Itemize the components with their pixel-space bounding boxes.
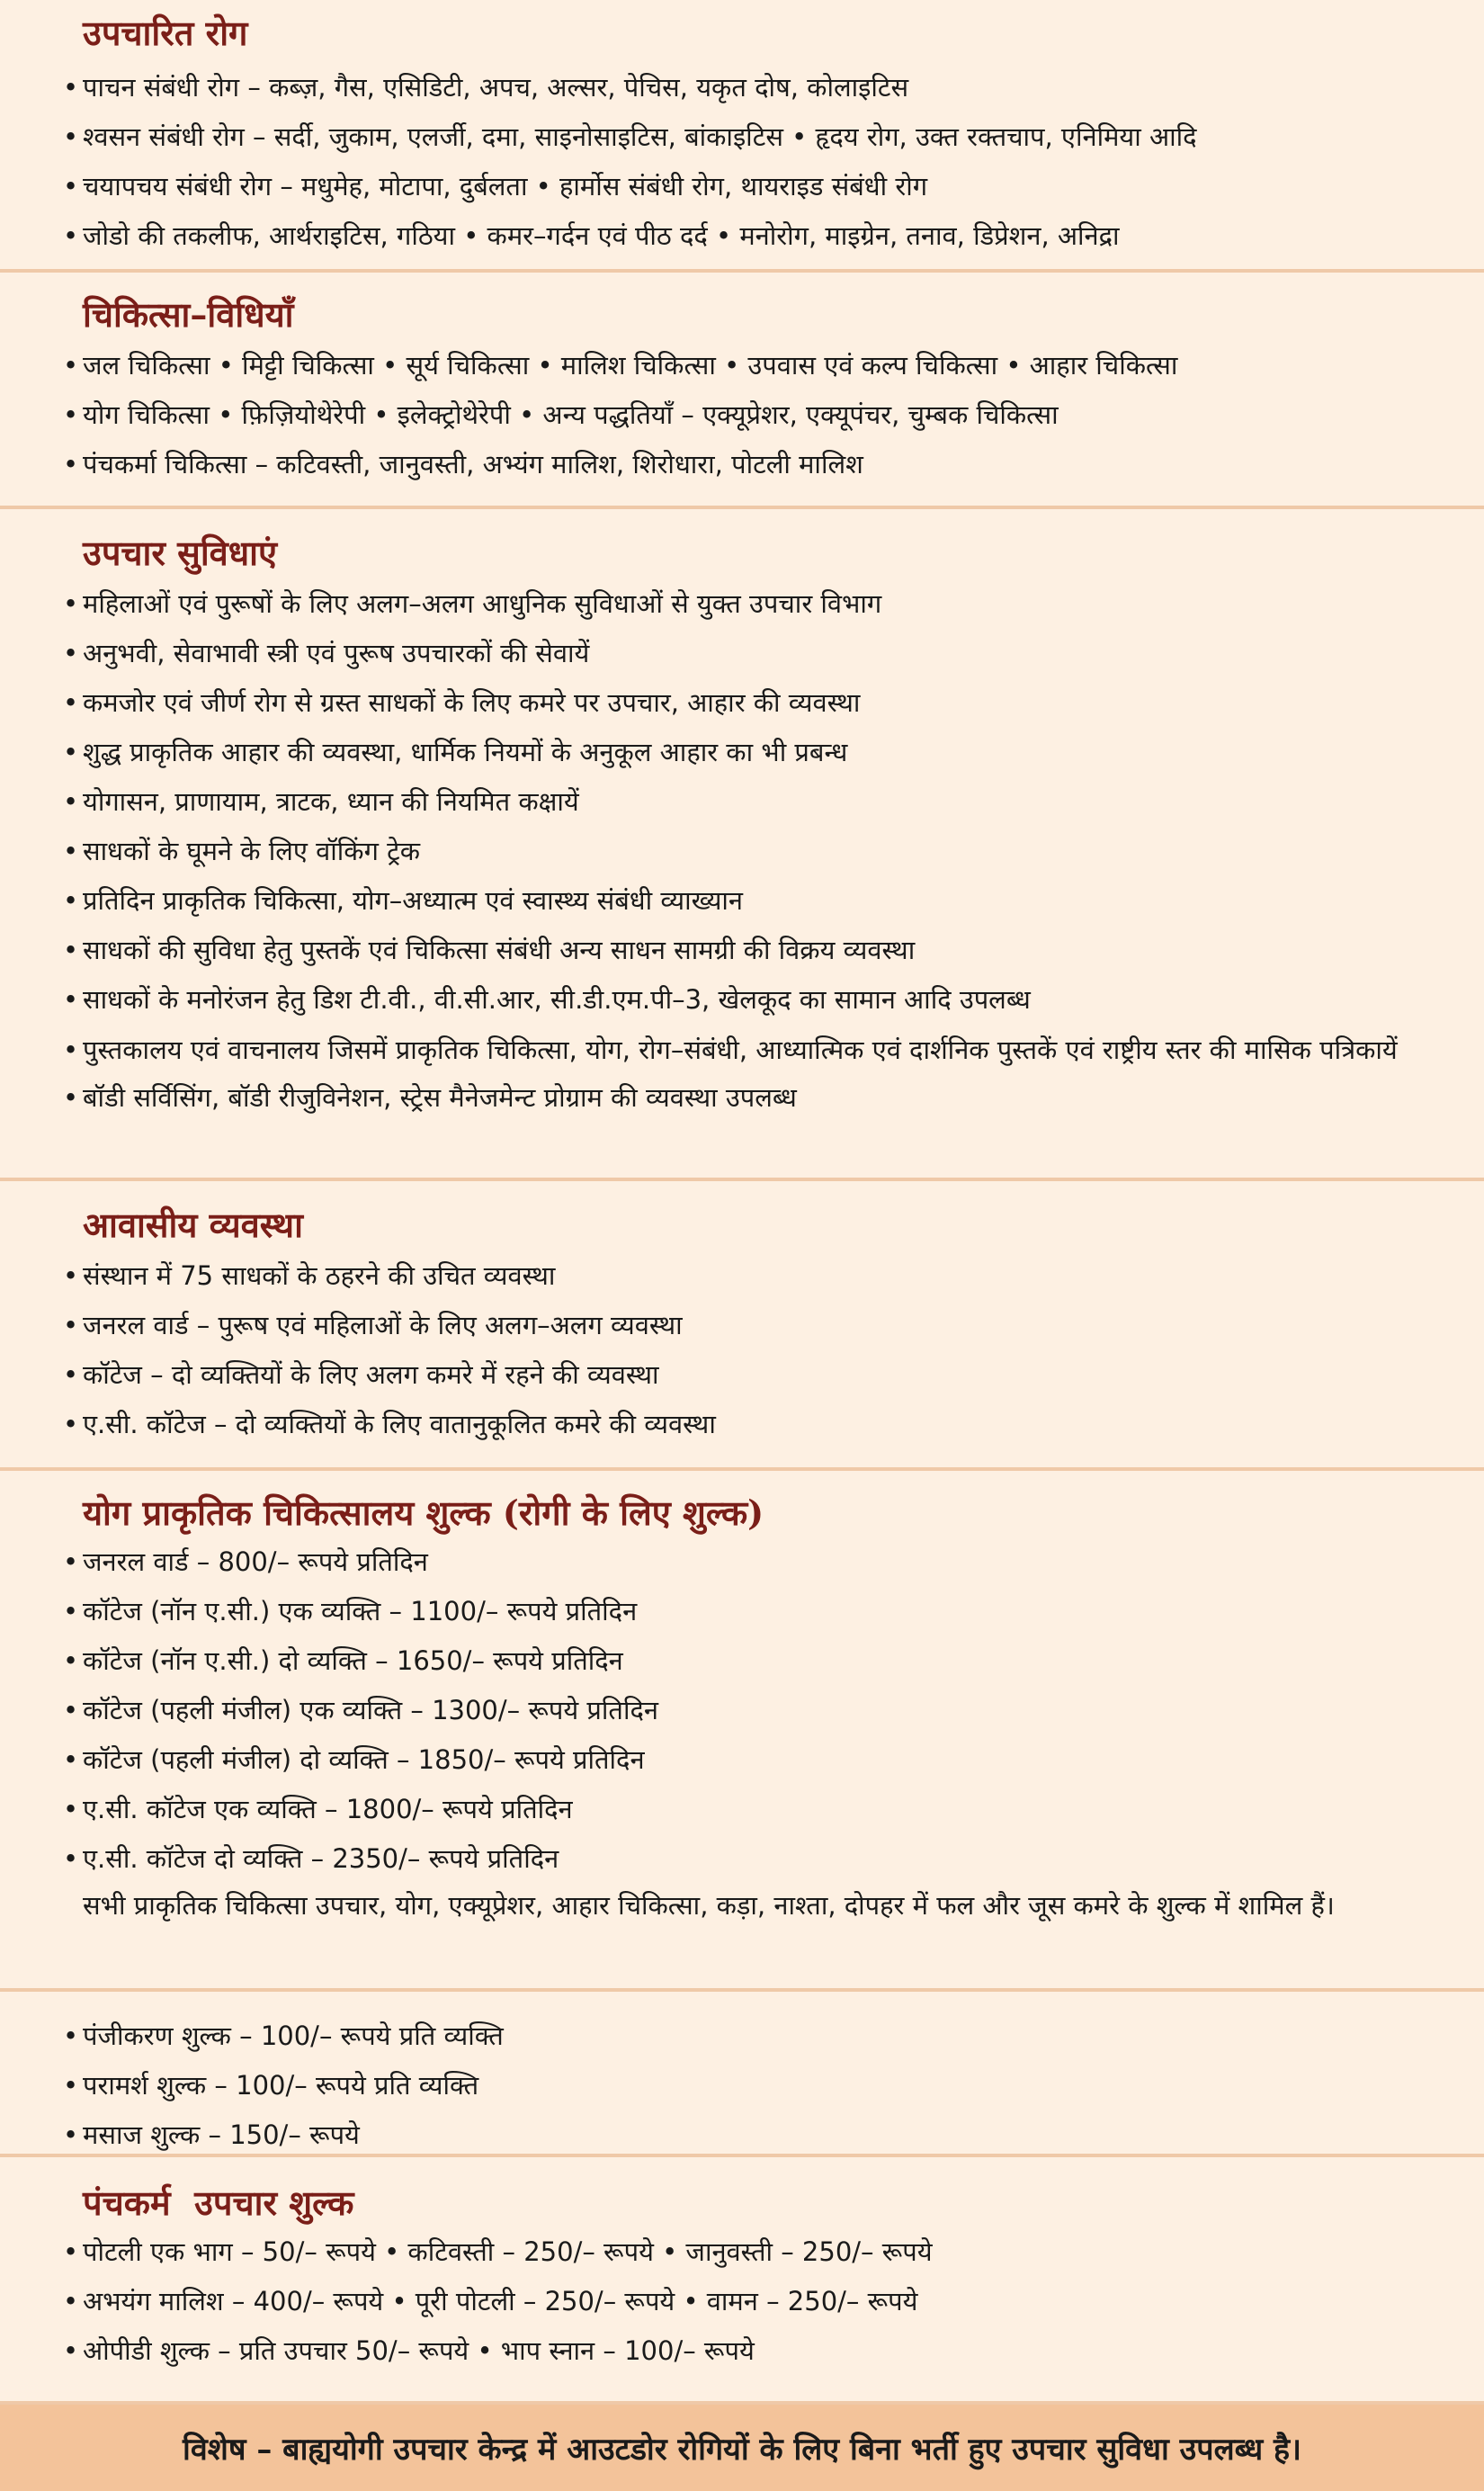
list-item: • श्वसन संबंधी रोग – सर्दी, जुकाम, एलर्जी, दमा, साइनोसाइटिस, बांकाइटिस • हृदय रोग, उक्त रक्तचाप, एनिमिया आदि bbox=[63, 121, 1197, 152]
list-item: • पंचकर्मा चिकित्सा – कटिवस्ती, जानुवस्ती, अभ्यंग मालिश, शिरोधारा, पोटली मालिश bbox=[63, 449, 863, 479]
special-notice-banner bbox=[0, 2405, 1484, 2491]
section-title: उपचार सुविधाएं bbox=[83, 533, 278, 573]
section-other-fees bbox=[0, 1992, 1484, 2157]
section-title: आवासीय व्यवस्था bbox=[83, 1205, 303, 1245]
list-item: • कॉटेज (पहली मंजील) एक व्यक्ति – 1300/– रूपये प्रतिदिन bbox=[63, 1695, 658, 1725]
list-item: • कमजोर एवं जीर्ण रोग से ग्रस्त साधकों के लिए कमरे पर उपचार, आहार की व्यवस्था bbox=[63, 687, 861, 718]
section-accommodation bbox=[0, 1181, 1484, 1471]
list-item: • पंजीकरण शुल्क – 100/– रूपये प्रति व्यक्ति bbox=[63, 2021, 504, 2051]
list-item: • संस्थान में 75 साधकों के ठहरने की उचित व्यवस्था bbox=[63, 1260, 556, 1291]
list-item: • साधकों के घूमने के लिए वॉकिंग ट्रेक bbox=[63, 836, 421, 866]
bullet-list bbox=[63, 2012, 1448, 2160]
list-item: • कॉटेज (नॉन ए.सी.) दो व्यक्ति – 1650/– रूपये प्रतिदिन bbox=[63, 1645, 623, 1676]
list-item: • पोटली एक भाग – 50/– रूपये • कटिवस्ती – 250/– रूपये • जानुवस्ती – 250/– रूपये bbox=[63, 2236, 933, 2267]
list-item: • कॉटेज (नॉन ए.सी.) एक व्यक्ति – 1100/– रूपये प्रतिदिन bbox=[63, 1596, 638, 1626]
list-item: • ओपीडी शुल्क – प्रति उपचार 50/– रूपये • भाप स्नान – 100/– रूपये bbox=[63, 2335, 755, 2366]
bullet-list bbox=[63, 341, 1448, 489]
list-item: • कॉटेज (पहली मंजील) दो व्यक्ति – 1850/– रूपये प्रतिदिन bbox=[63, 1744, 645, 1775]
bullet-list bbox=[63, 63, 1448, 261]
bullet-list bbox=[63, 1251, 1448, 1449]
list-item: • अनुभवी, सेवाभावी स्त्री एवं पुरूष उपचारकों की सेवायें bbox=[63, 638, 590, 668]
list-item: • शुद्ध प्राकृतिक आहार की व्यवस्था, धार्मिक नियमों के अनुकूल आहार का भी प्रबन्ध bbox=[63, 737, 848, 767]
section-panchakarma-fees bbox=[0, 2157, 1484, 2405]
special-notice-text: विशेष – बाह्ययोगी उपचार केन्द्र में आउटडोर रोगियों के लिए बिना भर्ती हुए उपचार सुविधा उपलब्ध है। bbox=[183, 2432, 1301, 2468]
section-title: चिकित्सा–विधियाँ bbox=[83, 294, 294, 335]
list-item: • ए.सी. कॉटेज एक व्यक्ति – 1800/– रूपये प्रतिदिन bbox=[63, 1794, 573, 1824]
section-title: पंचकर्म उपचार शुल्क bbox=[83, 2182, 354, 2223]
bullet-list bbox=[63, 1537, 1448, 1884]
list-item: • परामर्श शुल्क – 100/– रूपये प्रति व्यक्ति bbox=[63, 2070, 479, 2101]
section-treated-diseases bbox=[0, 0, 1484, 273]
list-item: • ए.सी. कॉटेज दो व्यक्ति – 2350/– रूपये प्रतिदिन bbox=[63, 1843, 559, 1874]
list-item: • महिलाओं एवं पुरूषों के लिए अलग–अलग आधुनिक सुविधाओं से युक्त उपचार विभाग bbox=[63, 588, 882, 619]
list-item: • योगासन, प्राणायाम, त्राटक, ध्यान की नियमित कक्षायें bbox=[63, 786, 579, 817]
section-title: उपचारित रोग bbox=[83, 13, 248, 53]
list-item: • पाचन संबंधी रोग – कब्ज़, गैस, एसिडिटी, अपच, अल्सर, पेचिस, यकृत दोष, कोलाइटिस bbox=[63, 72, 909, 103]
list-item: • साधकों के मनोरंजन हेतु डिश टी.वी., वी.सी.आर, सी.डी.एम.पी–3, खेलकूद का सामान आदि उपलब्ध bbox=[63, 984, 1031, 1015]
list-item: • ए.सी. कॉटेज – दो व्यक्तियों के लिए वातानुकूलित कमरे की व्यवस्था bbox=[63, 1409, 716, 1439]
list-item: • अभयंग मालिश – 400/– रूपये • पूरी पोटली – 250/– रूपये • वामन – 250/– रूपये bbox=[63, 2286, 918, 2316]
list-item: • जोडो की तकलीफ, आर्थराइटिस, गठिया • कमर–गर्दन एवं पीठ दर्द • मनोरोग, माइग्रेन, तनाव, डिप्रेशन, अनिद्रा bbox=[63, 220, 1120, 251]
list-item: • योग चिकित्सा • फ़िज़ियोथेरेपी • इलेक्ट्रोथेरेपी • अन्य पद्धतियाँ – एक्यूप्रेशर, एक्यूपंचर, चुम्बक चिकित्सा bbox=[63, 399, 1059, 430]
bullet-list bbox=[63, 579, 1448, 1123]
list-item: • बॉडी सर्विसिंग, बॉडी रीजुविनेशन, स्ट्रेस मैनेजमेन्ट प्रोग्राम की व्यवस्था उपलब्ध bbox=[63, 1082, 797, 1113]
fee-inclusion-note: सभी प्राकृतिक चिकित्सा उपचार, योग, एक्यूप्रेशर, आहार चिकित्सा, कड़ा, नाश्ता, दोपहर में फल और जूस कमरे के शुल्क में शामिल हैं। bbox=[83, 1890, 1335, 1921]
list-item: • पुस्तकालय एवं वाचनालय जिसमें प्राकृतिक चिकित्सा, योग, रोग–संबंधी, आध्यात्मिक एवं दार्शनिक पुस्तकें एवं राष्ट्रीय स्तर की मासिक पत्रिकायें bbox=[63, 1035, 1398, 1065]
list-item: • प्रतिदिन प्राकृतिक चिकित्सा, योग–अध्यात्म एवं स्वास्थ्य संबंधी व्याख्यान bbox=[63, 885, 743, 916]
list-item: • जल चिकित्सा • मिट्टी चिकित्सा • सूर्य चिकित्सा • मालिश चिकित्सा • उपवास एवं कल्प चिकित्सा • आहार चिकित्सा bbox=[63, 350, 1178, 381]
list-item: • जनरल वार्ड – 800/– रूपये प्रतिदिन bbox=[63, 1546, 428, 1577]
list-item: • मसाज शुल्क – 150/– रूपये bbox=[63, 2119, 360, 2150]
list-item: • कॉटेज – दो व्यक्तियों के लिए अलग कमरे में रहने की व्यवस्था bbox=[63, 1359, 659, 1390]
list-item: • साधकों की सुविधा हेतु पुस्तकें एवं चिकित्सा संबंधी अन्य साधन सामग्री की विक्रय व्यवस्था bbox=[63, 935, 916, 965]
section-treatment-methods bbox=[0, 273, 1484, 509]
bullet-list bbox=[63, 2227, 1448, 2376]
section-title: योग प्राकृतिक चिकित्सालय शुल्क (रोगी के लिए शुल्क) bbox=[83, 1492, 764, 1533]
list-item: • जनरल वार्ड – पुरूष एवं महिलाओं के लिए अलग–अलग व्यवस्था bbox=[63, 1310, 683, 1340]
section-treatment-facilities bbox=[0, 509, 1484, 1181]
section-hospital-fees bbox=[0, 1471, 1484, 1992]
list-item: • चयापचय संबंधी रोग – मधुमेह, मोटापा, दुर्बलता • हार्मोस संबंधी रोग, थायराइड संबंधी रोग bbox=[63, 171, 928, 202]
